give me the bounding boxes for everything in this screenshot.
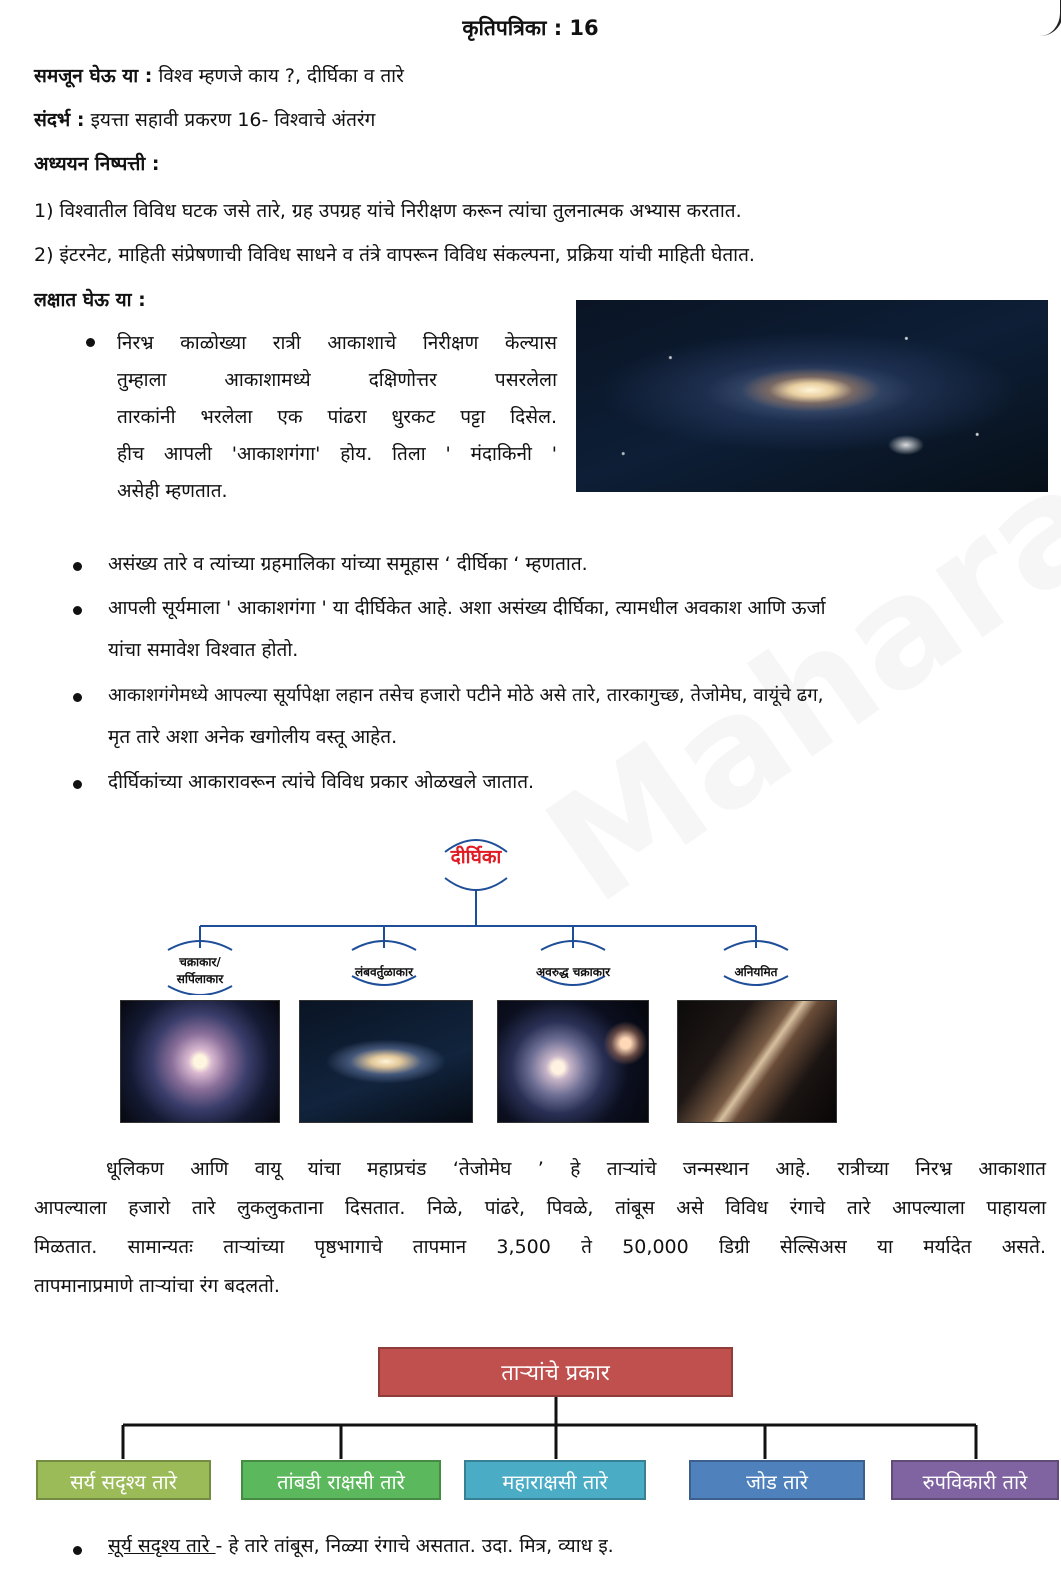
bullet-galaxy-types: दीर्घिकांच्या आकारावरून त्यांचे विविध प्रकार ओळखले जातात. — [108, 771, 535, 793]
milkyway-line: तारकांनी भरलेला एक पांढरा धुरकट पट्टा दिसेल. — [117, 406, 557, 428]
reference-text: इयत्ता सहावी प्रकरण 16- विश्वाचे अंतरंग — [90, 109, 376, 131]
bullet-line: मृत तारे अशा अनेक खगोलीय वस्तू आहेत. — [108, 726, 398, 748]
elliptical-galaxy-image — [299, 1000, 473, 1123]
sunlike-stars-bullet — [108, 1532, 614, 1558]
bullet-dot — [73, 780, 82, 789]
stars-line: मिळतात. सामान्यतः ताऱ्यांच्या पृष्ठभागाचे तापमान 3,500 ते 50,000 डिग्री सेल्सिअस या मर्यादेत असते. — [34, 1236, 1046, 1258]
worksheet-title: कृतिपत्रिका : 16 — [462, 16, 599, 40]
milkyway-paragraph — [117, 325, 557, 510]
star-type-supergiant-box: महाराक्षसी तारे — [464, 1460, 646, 1500]
galaxy-type-label: सर्पिलाकार — [176, 972, 224, 986]
understand-text: विश्व म्हणजे काय ?, दीर्घिका व तारे — [158, 65, 404, 87]
star-type-red-giant-box: तांबडी राक्षसी तारे — [241, 1460, 441, 1500]
bullet-celestial-objects — [108, 677, 1043, 756]
milkyway-line: हीच आपली 'आकाशगंगा' होय. तिला ' मंदाकिनी ' — [117, 443, 557, 465]
bullet-galaxy-definition: असंख्य तारे व त्यांच्या ग्रहमालिका यांच्या समूहास ‘ दीर्घिका ‘ म्हणतात. — [108, 553, 588, 575]
reference-label: संदर्भ : — [34, 109, 85, 131]
galaxy-type-barred-spiral: अवरुद्ध चक्राकार — [536, 965, 610, 979]
outcome-1: 1) विश्वातील विविध घटक जसे तारे, ग्रह उपग्रह यांचे निरीक्षण करून त्यांचा तुलनात्मक अभ्यास करतात. — [34, 200, 742, 222]
bullet-dot — [73, 693, 82, 702]
star-type-variable-box: रुपविकारी तारे — [891, 1460, 1059, 1500]
outcome-2: 2) इंटरनेट, माहिती संप्रेषणाची विविध साधने व तंत्रे वापरून विविध संकल्पना, प्रक्रिया यांची माहिती घेतात. — [34, 244, 755, 266]
stars-line: आपल्याला हजारो तारे लुकलुकताना दिसतात. निळे, पांढरे, पिवळे, तांबूस असे विविध रंगाचे तारे आपल्याला पाहायला — [34, 1197, 1046, 1219]
galaxy-type-elliptical: लंबवर्तुळाकार — [355, 965, 413, 979]
bullet-dot — [73, 1546, 82, 1555]
understand-label: समजून घेऊ या : — [34, 65, 153, 87]
bullet-line: आपली सूर्यमाला ' आकाशगंगा ' या दीर्घिकेत आहे. अशा असंख्य दीर्घिका, त्यामधील अवकाश आणि ऊर्जा — [108, 597, 826, 619]
bullet-line: आकाशगंगेमध्ये आपल्या सूर्यापेक्षा लहान तसेच हजारो पटीने मोठे असे तारे, तारकागुच्छ, तेजोमेघ, वायूंचे ढग, — [108, 685, 824, 706]
bullet-dot — [73, 606, 82, 615]
galaxy-type-irregular: अनियमित — [734, 965, 778, 979]
sunlike-term: सूर्य सदृश्य तारे — [108, 1535, 216, 1557]
barred-spiral-galaxy-image — [497, 1000, 649, 1123]
milkyway-line: असेही म्हणतात. — [117, 480, 228, 502]
galaxy-type-spiral — [150, 953, 250, 987]
irregular-galaxy-image — [677, 1000, 837, 1123]
galaxy-root-label: दीर्घिका — [450, 846, 502, 868]
star-type-binary-box: जोड तारे — [689, 1460, 865, 1500]
galaxy-type-label: चक्राकार/ — [179, 955, 221, 969]
star-type-sunlike-box: सर्य सदृश्य तारे — [36, 1460, 211, 1500]
sunlike-description: - हे तारे तांबूस, निळ्या रंगाचे असतात. उदा. मित्र, व्याध इ. — [215, 1535, 614, 1557]
milky-way-galaxy-image — [576, 300, 1048, 492]
star-tree-connectors — [0, 1395, 1061, 1465]
notice-label: लक्षात घेऊ या : — [34, 289, 146, 311]
bullet-solar-system — [108, 590, 1028, 669]
root-arc-bottom — [445, 878, 507, 890]
spiral-galaxy-image — [120, 1000, 280, 1123]
bullet-line: यांचा समावेश विश्वात होतो. — [108, 639, 299, 661]
outcomes-label: अध्ययन निष्पत्ती : — [34, 153, 160, 175]
stars-line: तापमानाप्रमाणे ताऱ्यांचा रंग बदलतो. — [34, 1275, 280, 1297]
bullet-dot — [73, 562, 82, 571]
star-types-root-box: ताऱ्यांचे प्रकार — [378, 1347, 733, 1397]
stars-paragraph — [34, 1150, 1046, 1306]
stars-line: धूलिकण आणि वायू यांचा महाप्रचंड ‘तेजोमेघ ’ हे ताऱ्यांचे जन्मस्थान आहे. रात्रीच्या निरभ्र आकाशात — [106, 1158, 1046, 1180]
reference-line — [34, 106, 375, 132]
milkyway-line: तुम्हाला आकाशामध्ये दक्षिणोत्तर पसरलेला — [117, 369, 557, 391]
milkyway-line: निरभ्र काळोख्या रात्री आकाशाचे निरीक्षण केल्यास — [117, 332, 557, 354]
understand-line — [34, 62, 404, 88]
bullet-dot — [86, 338, 95, 347]
